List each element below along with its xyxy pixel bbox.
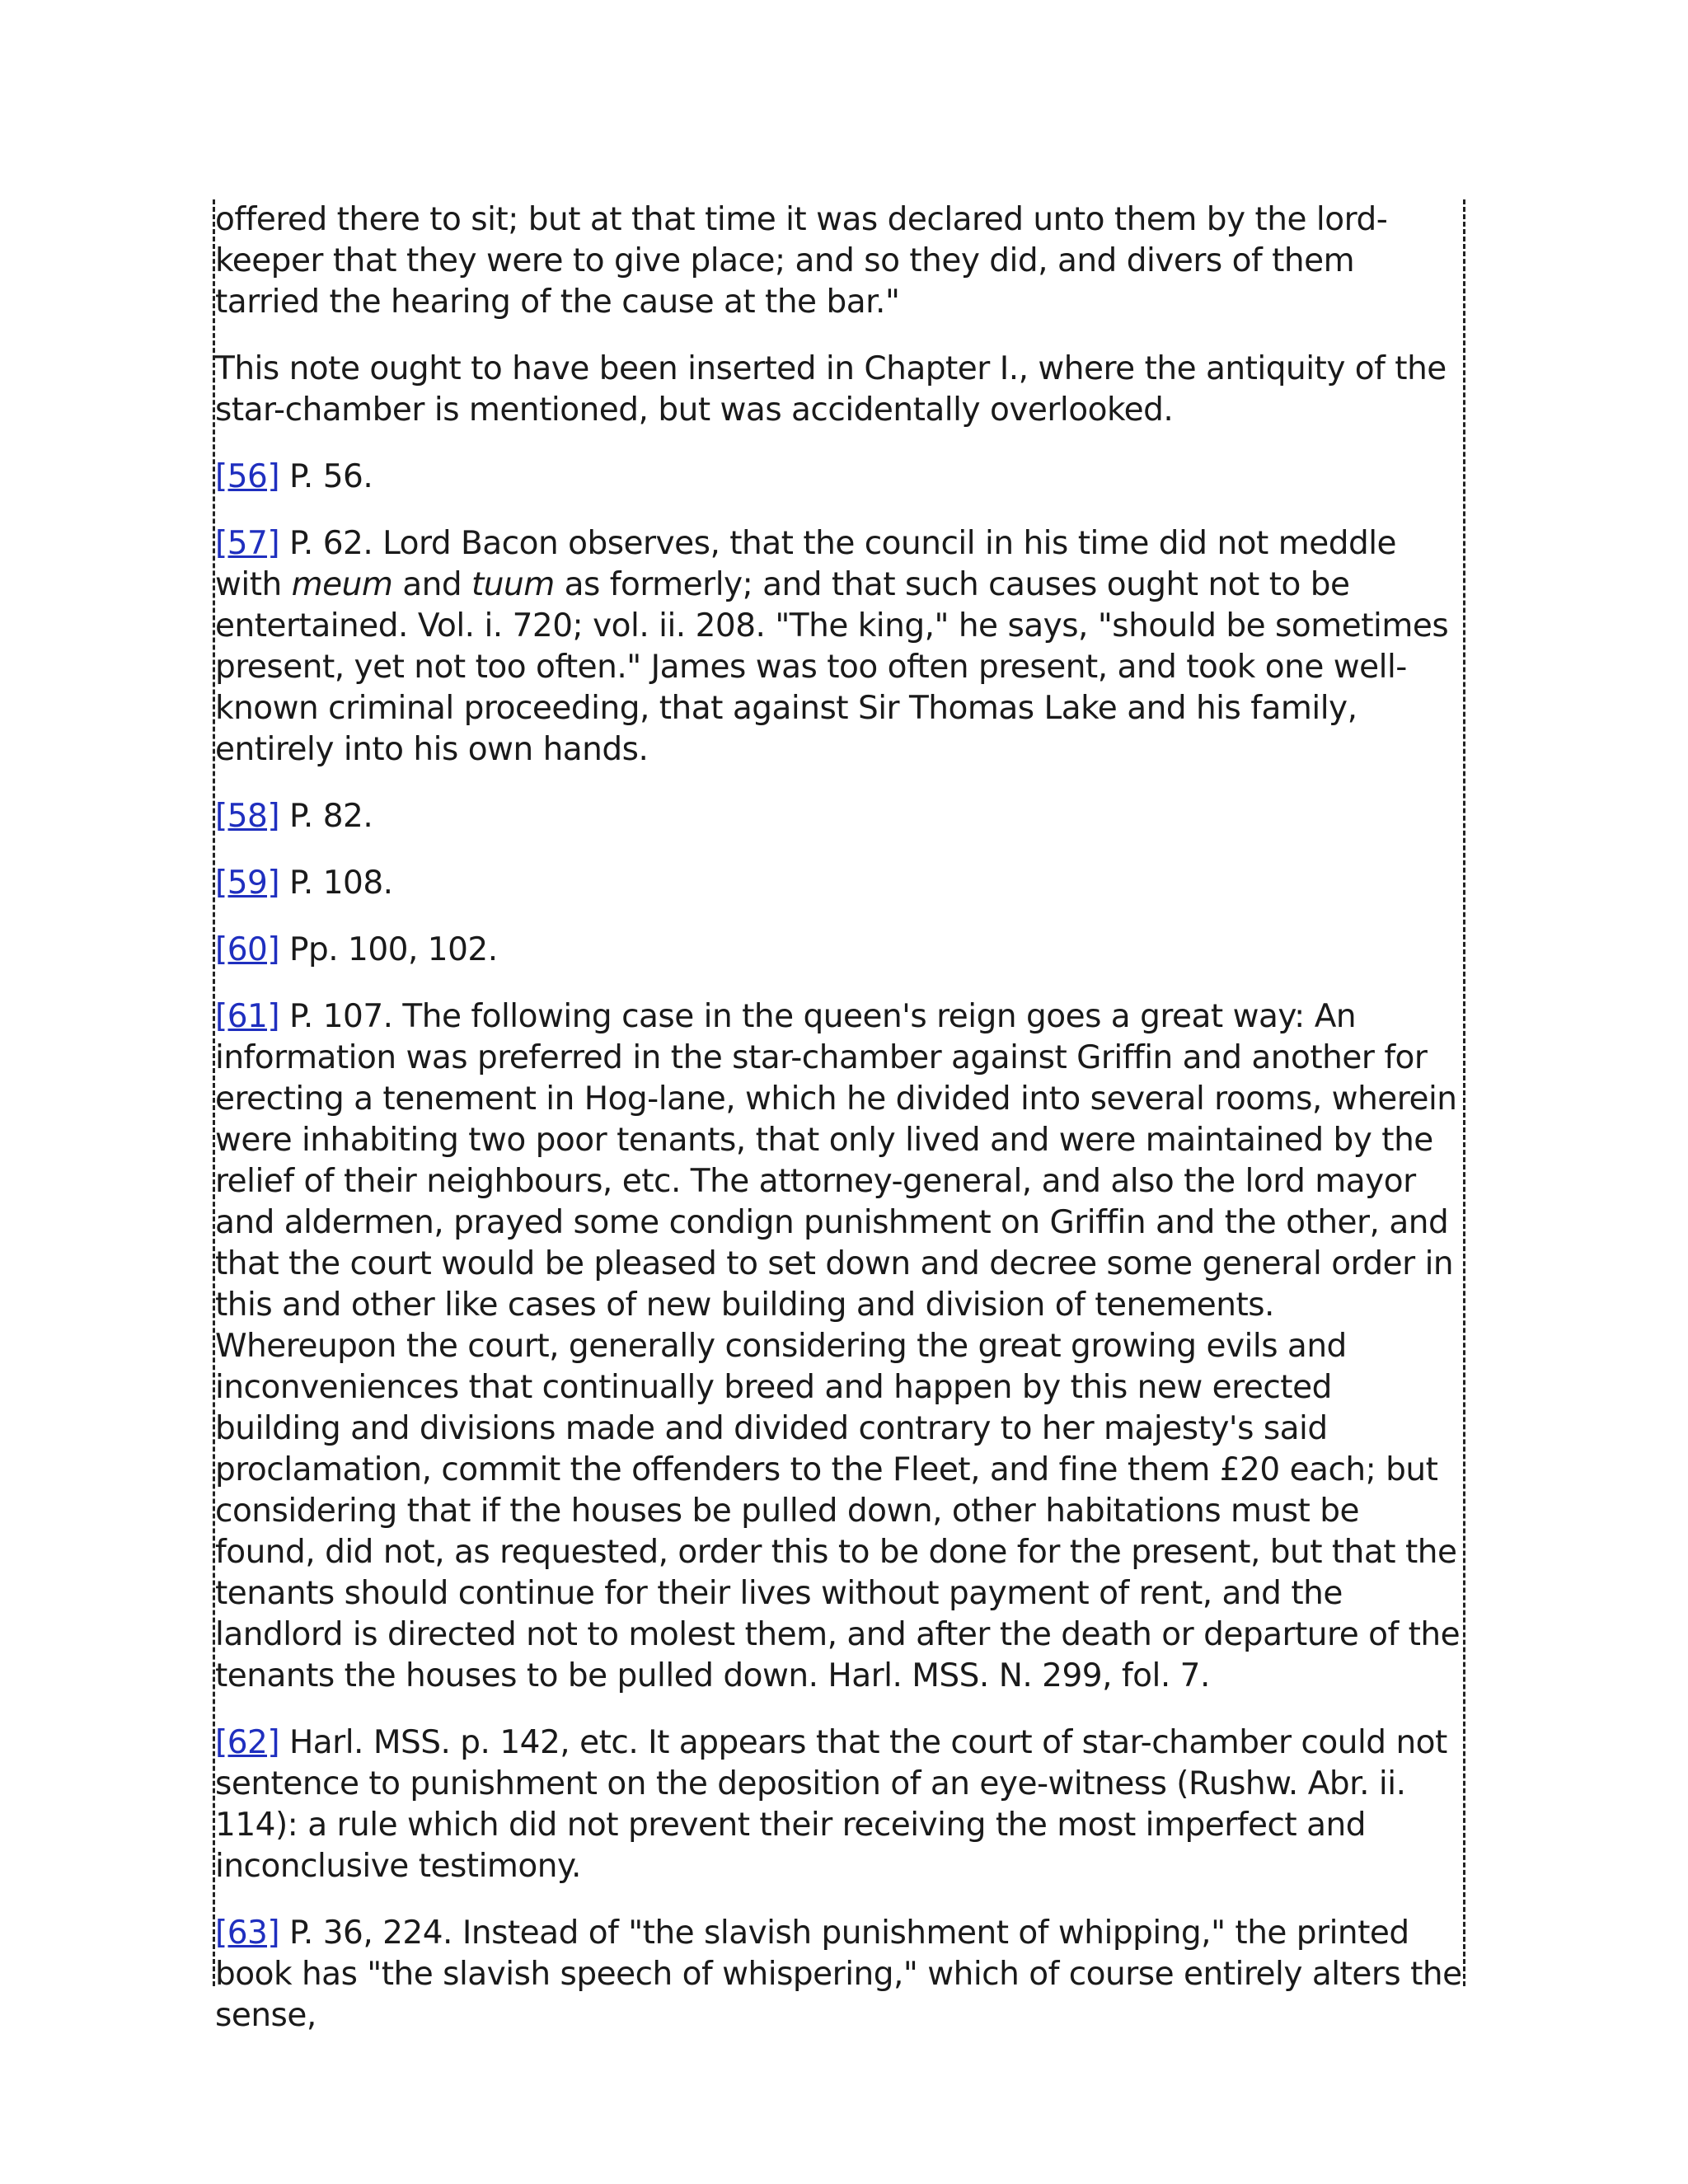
paragraph-continued [215, 199, 1463, 323]
footnote-text: P. 107. The following case in the queen's reign goes a great way: An information was preferred in the star-chamber against Griffin and another for erecting a tenement in Hog-lane, which he divided into several rooms, wherein were inhabiting two poor tenants, that only lived and were maintained by the relief of their neighbours, etc. The attorney-general, and also the lord mayor and aldermen, prayed some condign punishment on Griffin and the other, and that the court would be pleased to set down and decree some general order in this and other like cases of new building and division of tenements. Whereupon the court, generally considering the great growing evils and inconveniences that continually breed and happen by this new erected building and divisions made and divided contrary to her majesty's said proclamation, commit the offenders to the Fleet, and fine them £20 each; but considering that if the houses be pulled down, other habitations must be found, did not, as requested, order this to be done for the present, but that the tenants should continue for their lives without payment of rent, and the landlord is directed not to molest them, and after the death or departure of the tenants the houses to be pulled down. Harl. MSS. N. 299, fol. 7. [215, 998, 1461, 1694]
footnote-link-62[interactable]: [62] [215, 1724, 280, 1761]
footnote-58 [215, 796, 1463, 837]
footnote-61 [215, 996, 1463, 1697]
footnote-link-60[interactable]: [60] [215, 931, 280, 968]
paragraph-text: This note ought to have been inserted in Chapter I., where the antiquity of the star-chamber is mentioned, but was accidentally overlooked. [215, 350, 1447, 429]
footnote-text: as formerly; and that such causes ought not to be entertained. Vol. i. 720; vol. ii. 208. "The king," he says, "should be sometimes present, yet not too often." James was too often present, and took one well-known criminal proceeding, that against Sir Thomas Lake and his family, entirely into his own hands. [215, 566, 1449, 768]
paragraph-text: offered there to sit; but at that time it was declared unto them by the lord-keeper that they were to give place; and so they did, and divers of them tarried the hearing of the cause at the bar." [215, 201, 1388, 321]
footnote-text: Pp. 100, 102. [279, 931, 498, 968]
footnote-text: P. 82. [279, 798, 373, 835]
footnote-text: P. 62. Lord Bacon observes, that the council in his time did not meddle with [215, 525, 1397, 603]
footnote-link-56[interactable]: [56] [215, 458, 280, 495]
page-frame [213, 199, 1465, 2034]
footnote-link-58[interactable]: [58] [215, 798, 280, 835]
footnote-link-59[interactable]: [59] [215, 865, 280, 902]
footnote-link-63[interactable]: [63] [215, 1915, 280, 1952]
footnote-text: P. 108. [279, 865, 393, 902]
paragraph-note-overlooked [215, 349, 1463, 431]
footnote-text: P. 56. [279, 458, 373, 495]
italic-term-tuum: tuum [471, 566, 555, 603]
footnote-57 [215, 523, 1463, 771]
footnote-text: P. 36, 224. Instead of "the slavish punishment of whipping," the printed book has "the slavish speech of whispering," which of course entirely alters the sense, [215, 1915, 1462, 2034]
footnote-text: and [392, 566, 472, 603]
footnote-63 [215, 1913, 1463, 2036]
footnote-60 [215, 930, 1463, 971]
footnote-link-61[interactable]: [61] [215, 998, 280, 1035]
footnote-59 [215, 863, 1463, 904]
italic-term-meum: meum [291, 566, 393, 603]
footnote-62 [215, 1722, 1463, 1887]
page-text [215, 199, 1463, 2062]
footnote-link-57[interactable]: [57] [215, 525, 280, 562]
footnote-56 [215, 457, 1463, 498]
footnote-text: Harl. MSS. p. 142, etc. It appears that the court of star-chamber could not sentence to punishment on the deposition of an eye-witness (Rushw. Abr. ii. 114): a rule which did not prevent their receiving the most imperfect and inconclusive testimony. [215, 1724, 1447, 1885]
